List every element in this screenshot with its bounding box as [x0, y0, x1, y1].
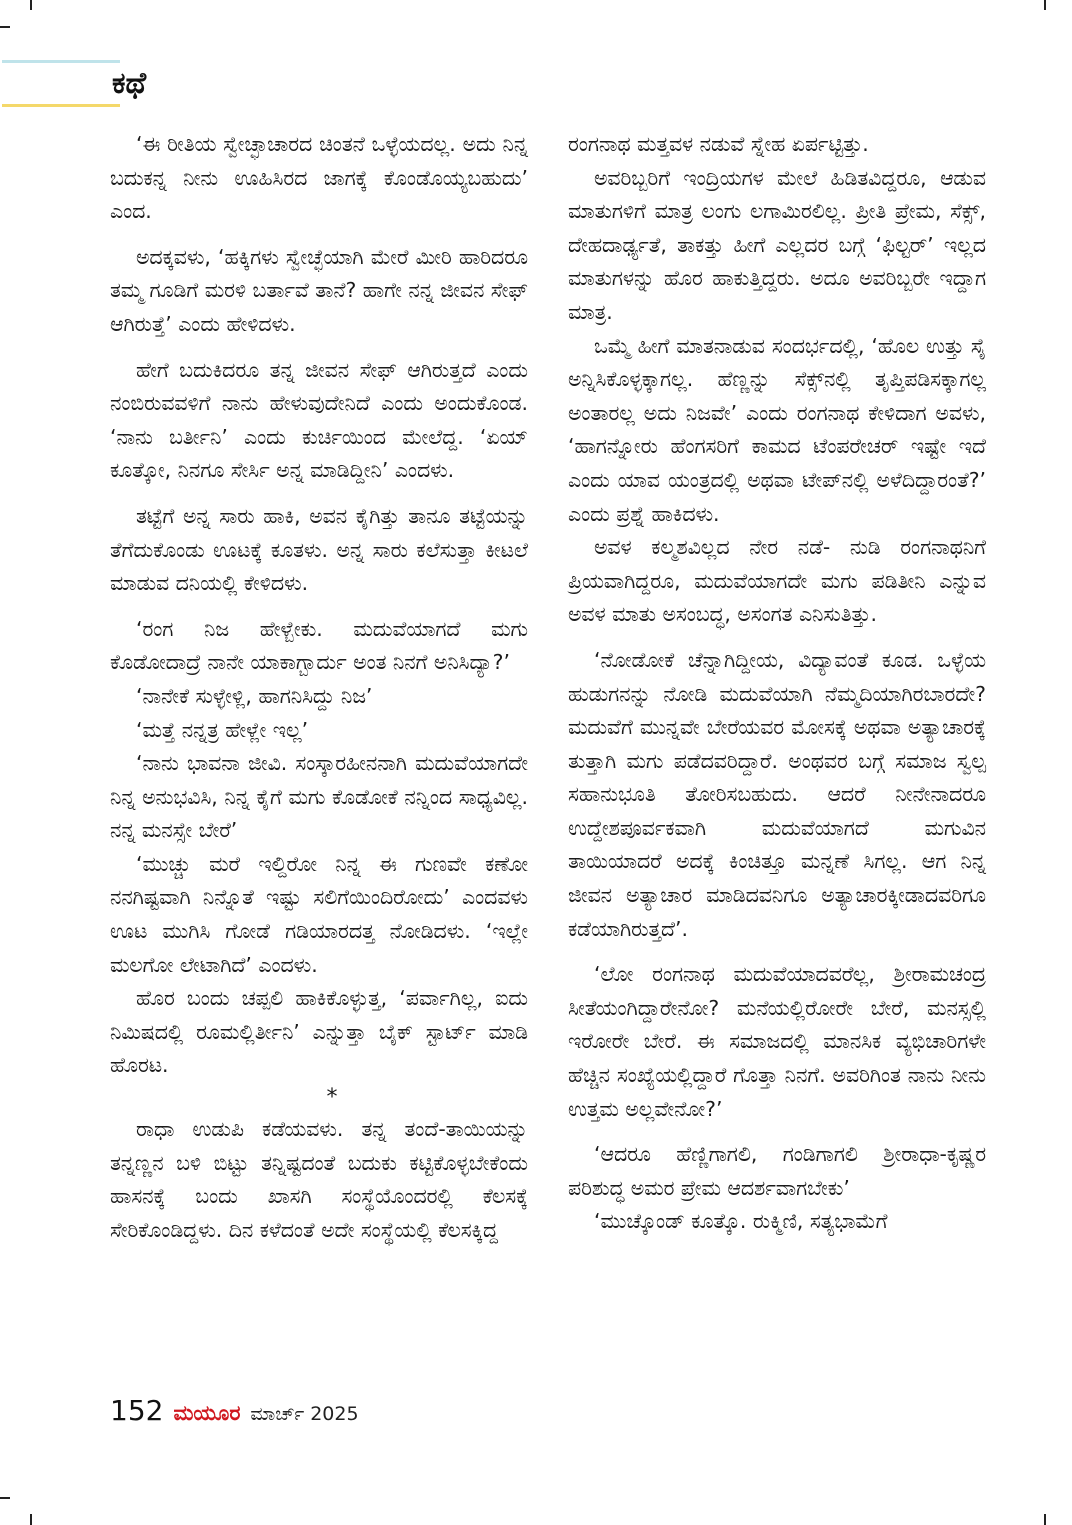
crop-mark [1044, 1514, 1046, 1525]
paragraph: ‘ಈ ರೀತಿಯ ಸ್ವೇಚ್ಛಾಚಾರದ ಚಿಂತನೆ ಒಳ್ಳೆಯದಲ್ಲ. ಅದು ನಿನ್ನ ಬದುಕನ್ನ ನೀನು ಊಹಿಸಿರದ ಜಾಗಕ್ಕೆ ಕೊಂಡೊಯ್ಯಬಹುದು’ ಎಂದ. [110, 132, 528, 224]
crop-mark [30, 0, 32, 10]
page-footer [110, 1394, 359, 1428]
paragraph: ‘ಮತ್ತೆ ನನ್ನತ್ರ ಹೇಳ್ಲೇ ಇಲ್ಲ’ [136, 717, 309, 742]
magazine-logo: ಮಯೂರ [173, 1401, 241, 1425]
page-number: 152 [110, 1394, 164, 1427]
paragraph: ಹೊರ ಬಂದು ಚಪ್ಪಲಿ ಹಾಕಿಕೊಳ್ಳುತ್ತ, ‘ಪರ್ವಾಗಿಲ್ಲ, ಐದು ನಿಮಿಷದಲ್ಲಿ ರೂಮಲ್ಲಿರ್ತೀನಿ’ ಎನ್ನುತ್ತಾ ಬೈಕ್ ಸ್ಟಾರ್ಟ್ ಮಾಡಿ ಹೊರಟ. [110, 986, 528, 1078]
paragraph: ಹೇಗೆ ಬದುಕಿದರೂ ತನ್ನ ಜೀವನ ಸೇಫ್ ಆಗಿರುತ್ತದೆ ಎಂದು ನಂಬಿರುವವಳಿಗೆ ನಾನು ಹೇಳುವುದೇನಿದೆ ಎಂದು ಅಂದುಕೊಂಡ. ‘ನಾನು ಬರ್ತೀನಿ’ ಎಂದು ಕುರ್ಚಿಯಿಂದ ಮೇಲೆದ್ದ. ‘ಏಯ್ ಕೂತ್ಕೋ, ನಿನಗೂ ಸೇರ್ಸಿ ಅನ್ನ ಮಾಡಿದ್ದೀನಿ’ ಎಂದಳು. [110, 357, 528, 483]
header-rule-top [2, 60, 120, 63]
paragraph: ‘ಮುಚ್ಕೊಂಡ್ ಕೂತ್ಕೊ. ರುಕ್ಮಿಣಿ, ಸತ್ಯಭಾಮೆಗೆ [594, 1209, 888, 1234]
right-column [568, 128, 986, 1239]
paragraph: ಅವರಿಬ್ಬರಿಗೆ ಇಂದ್ರಿಯಗಳ ಮೇಲೆ ಹಿಡಿತವಿದ್ದರೂ, ಆಡುವ ಮಾತುಗಳಿಗೆ ಮಾತ್ರ ಲಂಗು ಲಗಾಮಿರಲಿಲ್ಲ. ಪ್ರೀತಿ ಪ್ರೇಮ, ಸೆಕ್ಸ್, ದೇಹದಾರ್ಢ್ಯತೆ, ತಾಕತ್ತು ಹೀಗೆ ಎಲ್ಲದರ ಬಗ್ಗೆ ‘ಫಿಲ್ಟರ್’ ಇಲ್ಲದ ಮಾತುಗಳನ್ನು ಹೊರ ಹಾಕುತ್ತಿದ್ದರು. ಅದೂ ಅವರಿಬ್ಬರೇ ಇದ್ದಾಗ ಮಾತ್ರ. [568, 165, 986, 324]
paragraph: ‘ನಾನೇಕೆ ಸುಳ್ಳೇಳ್ಲಿ, ಹಾಗನಿಸಿದ್ದು ನಿಜ’ [136, 683, 373, 708]
crop-mark [0, 26, 10, 28]
paragraph: ಅದಕ್ಕವಳು, ‘ಹಕ್ಕಿಗಳು ಸ್ವೇಚ್ಛೆಯಾಗಿ ಮೇರೆ ಮೀರಿ ಹಾರಿದರೂ ತಮ್ಮ ಗೂಡಿಗೆ ಮರಳಿ ಬರ್ತಾವೆ ತಾನೆ? ಹಾಗೇ ನನ್ನ ಜೀವನ ಸೇಫ್ ಆಗಿರುತ್ತೆ’ ಎಂದು ಹೇಳಿದಳು. [110, 244, 528, 336]
issue-date: ಮಾರ್ಚ್ 2025 [250, 1403, 359, 1425]
header-rule-bottom [2, 104, 120, 107]
paragraph: ‘ಆದರೂ ಹೆಣ್ಣಿಗಾಗಲಿ, ಗಂಡಿಗಾಗಲಿ ಶ್ರೀರಾಧಾ-ಕೃಷ್ಣರ ಪರಿಶುದ್ಧ ಅಮರ ಪ್ರೇಮ ಆದರ್ಶವಾಗಬೇಕು’ [568, 1142, 986, 1200]
paragraph: ರಾಧಾ ಉಡುಪಿ ಕಡೆಯವಳು. ತನ್ನ ತಂದೆ-ತಾಯಿಯನ್ನು ತನ್ನಣ್ಣನ ಬಳಿ ಬಿಟ್ಟು ತನ್ನಿಷ್ಟದಂತೆ ಬದುಕು ಕಟ್ಟಿಕೊಳ್ಳಬೇಕೆಂದು ಹಾಸನಕ್ಕೆ ಬಂದು ಖಾಸಗಿ ಸಂಸ್ಥೆಯೊಂದರಲ್ಲಿ ಕೆಲಸಕ್ಕೆ ಸೇರಿಕೊಂಡಿದ್ದಳು. ದಿನ ಕಳೆದಂತೆ ಅದೇ ಸಂಸ್ಥೆಯಲ್ಲಿ ಕೆಲಸಕ್ಕಿದ್ದ [110, 1117, 528, 1242]
paragraph: ‘ನೋಡೋಕೆ ಚೆನ್ನಾಗಿದ್ದೀಯ, ವಿದ್ಯಾವಂತೆ ಕೂಡ. ಒಳ್ಳೆಯ ಹುಡುಗನನ್ನು ನೋಡಿ ಮದುವೆಯಾಗಿ ನೆಮ್ಮದಿಯಾಗಿರಬಾರದೇ? ಮದುವೆಗೆ ಮುನ್ನವೇ ಬೇರೆಯವರ ಮೋಸಕ್ಕೆ ಅಥವಾ ಅತ್ಯಾಚಾರಕ್ಕೆ ತುತ್ತಾಗಿ ಮಗು ಪಡೆದವರಿದ್ದಾರೆ. ಅಂಥವರ ಬಗ್ಗೆ ಸಮಾಜ ಸ್ವಲ್ಪ ಸಹಾನುಭೂತಿ ತೋರಿಸಬಹುದು. ಆದರೆ ನೀನೇನಾದರೂ ಉದ್ದೇಶಪೂರ್ವಕವಾಗಿ ಮದುವೆಯಾಗದೆ ಮಗುವಿನ ತಾಯಿಯಾದರೆ ಅದಕ್ಕೆ ಕಿಂಚಿತ್ತೂ ಮನ್ನಣೆ ಸಿಗಲ್ಲ. ಆಗ ನಿನ್ನ ಜೀವನ ಅತ್ಯಾಚಾರ ಮಾಡಿದವನಿಗೂ ಅತ್ಯಾಚಾರಕ್ಕೀಡಾದವರಿಗೂ ಕಡೆಯಾಗಿರುತ್ತದೆ’. [568, 647, 986, 941]
section-title: ಕಥೆ [112, 66, 147, 101]
paragraph: ‘ಮುಚ್ಚು ಮರೆ ಇಲ್ದಿರೋ ನಿನ್ನ ಈ ಗುಣವೇ ಕಣೋ ನನಗಿಷ್ಟವಾಗಿ ನಿನ್ನೊತೆ ಇಷ್ಟು ಸಲಿಗೆಯಿಂದಿರೋದು’ ಎಂದವಳು ಊಟ ಮುಗಿಸಿ ಗೋಡೆ ಗಡಿಯಾರದತ್ತ ನೋಡಿದಳು. ‘ಇಲ್ಲೇ ಮಲಗೋ ಲೇಟಾಗಿದೆ’ ಎಂದಳು. [110, 851, 528, 977]
paragraph: ಅವಳ ಕಲ್ಮಶವಿಲ್ಲದ ನೇರ ನಡೆ- ನುಡಿ ರಂಗನಾಥನಿಗೆ ಪ್ರಿಯವಾಗಿದ್ದರೂ, ಮದುವೆಯಾಗದೇ ಮಗು ಪಡಿತೀನಿ ಎನ್ನುವ ಅವಳ ಮಾತು ಅಸಂಬದ್ಧ, ಅಸಂಗತ ಎನಿಸುತಿತ್ತು. [568, 535, 986, 627]
paragraph: ಒಮ್ಮೆ ಹೀಗೆ ಮಾತನಾಡುವ ಸಂದರ್ಭದಲ್ಲಿ, ‘ಹೊಲ ಉತ್ತು ಸೈ ಅನ್ನಿಸಿಕೊಳ್ಳಕ್ಕಾಗಲ್ಲ. ಹೆಣ್ಣನ್ನು ಸೆಕ್ಸ್‌ನಲ್ಲಿ ತೃಪ್ತಿಪಡಿಸಕ್ಕಾಗಲ್ಲ ಅಂತಾರಲ್ಲ ಅದು ನಿಜವೇ’ ಎಂದು ರಂಗನಾಥ ಕೇಳಿದಾಗ ಅವಳು, ‘ಹಾಗನ್ನೋರು ಹೆಂಗಸರಿಗೆ ಕಾಮದ ಟೆಂಪರೇಚರ್ ಇಷ್ಟೇ ಇದೆ ಎಂದು ಯಾವ ಯಂತ್ರದಲ್ಲಿ ಅಥವಾ ಟೇಪ್‌ನಲ್ಲಿ ಅಳೆದಿದ್ದಾರಂತೆ?’ ಎಂದು ಪ್ರಶ್ನೆ ಹಾಕಿದಳು. [568, 333, 986, 526]
left-column [110, 128, 528, 1247]
section-separator: * [326, 1085, 338, 1111]
paragraph: ತಟ್ಟೆಗೆ ಅನ್ನ ಸಾರು ಹಾಕಿ, ಅವನ ಕೈಗಿತ್ತು ತಾನೂ ತಟ್ಟೆಯನ್ನು ತೆಗೆದುಕೊಂಡು ಊಟಕ್ಕೆ ಕೂತಳು. ಅನ್ನ ಸಾರು ಕಲೆಸುತ್ತಾ ಕೀಟಲೆ ಮಾಡುವ ದನಿಯಲ್ಲಿ ಕೇಳಿದಳು. [110, 503, 528, 596]
paragraph-continuation: ರಂಗನಾಥ ಮತ್ತವಳ ನಡುವೆ ಸ್ನೇಹ ಏರ್ಪಟ್ಟಿತ್ತು. [568, 132, 869, 156]
paragraph: ‘ನಾನು ಭಾವನಾ ಜೀವಿ. ಸಂಸ್ಕಾರಹೀನನಾಗಿ ಮದುವೆಯಾಗದೇ ನಿನ್ನ ಅನುಭವಿಸಿ, ನಿನ್ನ ಕೈಗೆ ಮಗು ಕೊಡೋಕೆ ನನ್ನಿಂದ ಸಾಧ್ಯವಿಲ್ಲ. ನನ್ನ ಮನಸ್ಸೇ ಬೇರೆ’ [110, 751, 528, 843]
crop-mark [1044, 0, 1046, 10]
paragraph: ‘ಲೋ ರಂಗನಾಥ ಮದುವೆಯಾದವರೆಲ್ಲ, ಶ್ರೀರಾಮಚಂದ್ರ ಸೀತೆಯಂಗಿದ್ದಾರೇನೋ? ಮನೆಯಲ್ಲಿರೋರೇ ಬೇರೆ, ಮನಸ್ಸಲ್ಲಿ ಇರೋರೇ ಬೇರೆ. ಈ ಸಮಾಜದಲ್ಲಿ ಮಾನಸಿಕ ವ್ಯಭಿಚಾರಿಗಳೇ ಹೆಚ್ಚಿನ ಸಂಖ್ಯೆಯಲ್ಲಿದ್ದಾರೆ ಗೊತ್ತಾ ನಿನಗೆ. ಅವರಿಗಿಂತ ನಾನು ನೀನು ಉತ್ತಮ ಅಲ್ಲವೇನೋ?’ [568, 962, 986, 1121]
crop-mark [0, 1497, 10, 1499]
crop-mark [30, 1514, 32, 1525]
paragraph: ‘ರಂಗ ನಿಜ ಹೇಳ್ಬೇಕು. ಮದುವೆಯಾಗದೆ ಮಗು ಕೊಡೋದಾದ್ರೆ ನಾನೇ ಯಾಕಾಗ್ಬಾರ್ದು ಅಂತ ನಿನಗೆ ಅನಿಸಿದ್ಯಾ?’ [110, 616, 528, 675]
